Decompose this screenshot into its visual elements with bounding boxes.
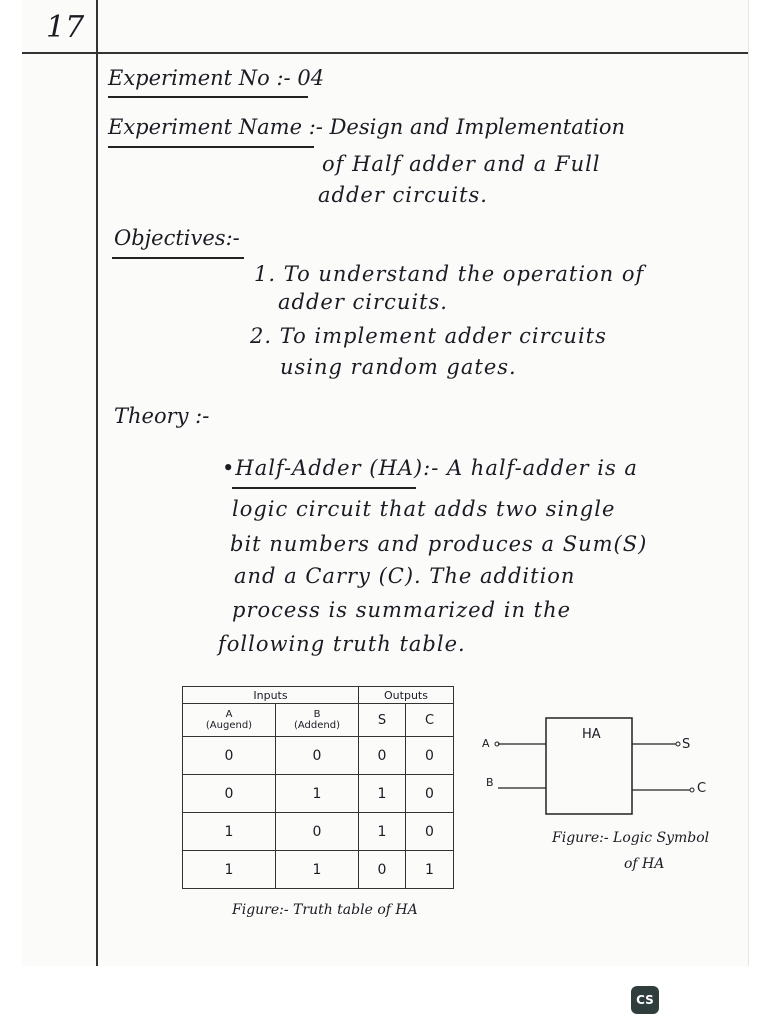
output-c-terminal <box>690 788 694 792</box>
cell-c: 0 <box>406 813 454 851</box>
theory-heading: Theory :- <box>114 404 210 428</box>
experiment-name-label: Experiment Name <box>108 115 303 139</box>
cell-s: 0 <box>359 737 406 775</box>
column-header-s: S <box>359 704 406 737</box>
theory-line-6: following truth table. <box>218 632 466 656</box>
objective-2-line-2: using random gates. <box>280 355 517 379</box>
cell-b: 1 <box>276 851 359 889</box>
output-s-terminal <box>676 742 680 746</box>
output-s-label: S <box>682 737 691 752</box>
objective-1-line-1: 1. To understand the operation of <box>254 262 645 286</box>
logic-symbol-caption-line-1: Figure:- Logic Symbol <box>552 830 710 846</box>
cell-a: 0 <box>183 775 276 813</box>
column-header-a <box>183 704 276 737</box>
theory-line-4: and a Carry (C). The addition <box>234 564 576 588</box>
page-number: 17 <box>46 10 85 45</box>
objective-2-line-1: 2. To implement adder circuits <box>250 324 607 348</box>
outputs-header: Outputs <box>359 687 454 704</box>
experiment-name-line-1: Design and Implementation <box>329 115 626 139</box>
block-label: HA <box>582 727 601 742</box>
column-b-top: B <box>313 709 321 720</box>
table-column-header-row <box>183 704 454 737</box>
experiment-no-underline <box>108 96 308 98</box>
cell-a: 1 <box>183 851 276 889</box>
column-a-bottom: (Augend) <box>205 720 253 731</box>
experiment-name-underline <box>108 146 314 148</box>
table-row <box>183 813 454 851</box>
experiment-no-separator: :- <box>276 66 291 90</box>
experiment-name-separator: :- <box>308 115 323 139</box>
experiment-no-row <box>108 66 324 90</box>
cell-a: 0 <box>183 737 276 775</box>
experiment-no-value: 04 <box>297 66 325 90</box>
truth-table-caption: Figure:- Truth table of HA <box>232 902 418 918</box>
theory-line-5: process is summarized in the <box>232 598 572 622</box>
cell-b: 0 <box>276 813 359 851</box>
table-row <box>183 851 454 889</box>
objectives-underline <box>112 257 244 259</box>
experiment-no-label: Experiment No <box>108 66 270 90</box>
inputs-header: Inputs <box>183 687 359 704</box>
cell-s: 1 <box>359 813 406 851</box>
logic-symbol-caption-line-2: of HA <box>624 856 665 872</box>
table-group-header-row <box>183 687 454 704</box>
camscanner-badge: CS <box>631 986 659 1014</box>
objectives-heading: Objectives:- <box>114 226 240 250</box>
output-c-label: C <box>697 781 707 796</box>
table-row <box>183 737 454 775</box>
margin-line <box>96 0 98 966</box>
cell-b: 1 <box>276 775 359 813</box>
objective-1-line-2: adder circuits. <box>278 290 448 314</box>
cell-b: 0 <box>276 737 359 775</box>
cell-c: 0 <box>406 775 454 813</box>
input-b-label: B <box>486 776 494 789</box>
experiment-name-line-3: adder circuits. <box>318 183 488 207</box>
table-row <box>183 775 454 813</box>
input-a-label: A <box>482 737 490 750</box>
cell-c: 1 <box>406 851 454 889</box>
theory-line-2: logic circuit that adds two single <box>232 497 616 521</box>
cell-a: 1 <box>183 813 276 851</box>
truth-table <box>182 686 454 889</box>
experiment-name-row <box>108 115 625 139</box>
cell-s: 0 <box>359 851 406 889</box>
cell-c: 0 <box>406 737 454 775</box>
column-b-bottom: (Addend) <box>293 720 340 731</box>
theory-line-1: •Half-Adder (HA):- A half-adder is a <box>222 456 638 480</box>
theory-line-3: bit numbers and produces a Sum(S) <box>230 532 648 556</box>
column-header-b <box>276 704 359 737</box>
experiment-name-line-2: of Half adder and a Full <box>322 152 601 176</box>
half-adder-logic-symbol <box>470 700 730 830</box>
cell-s: 1 <box>359 775 406 813</box>
header-line <box>22 52 748 54</box>
column-header-c: C <box>406 704 454 737</box>
column-a-top: A <box>225 709 233 720</box>
half-adder-underline <box>232 487 416 489</box>
